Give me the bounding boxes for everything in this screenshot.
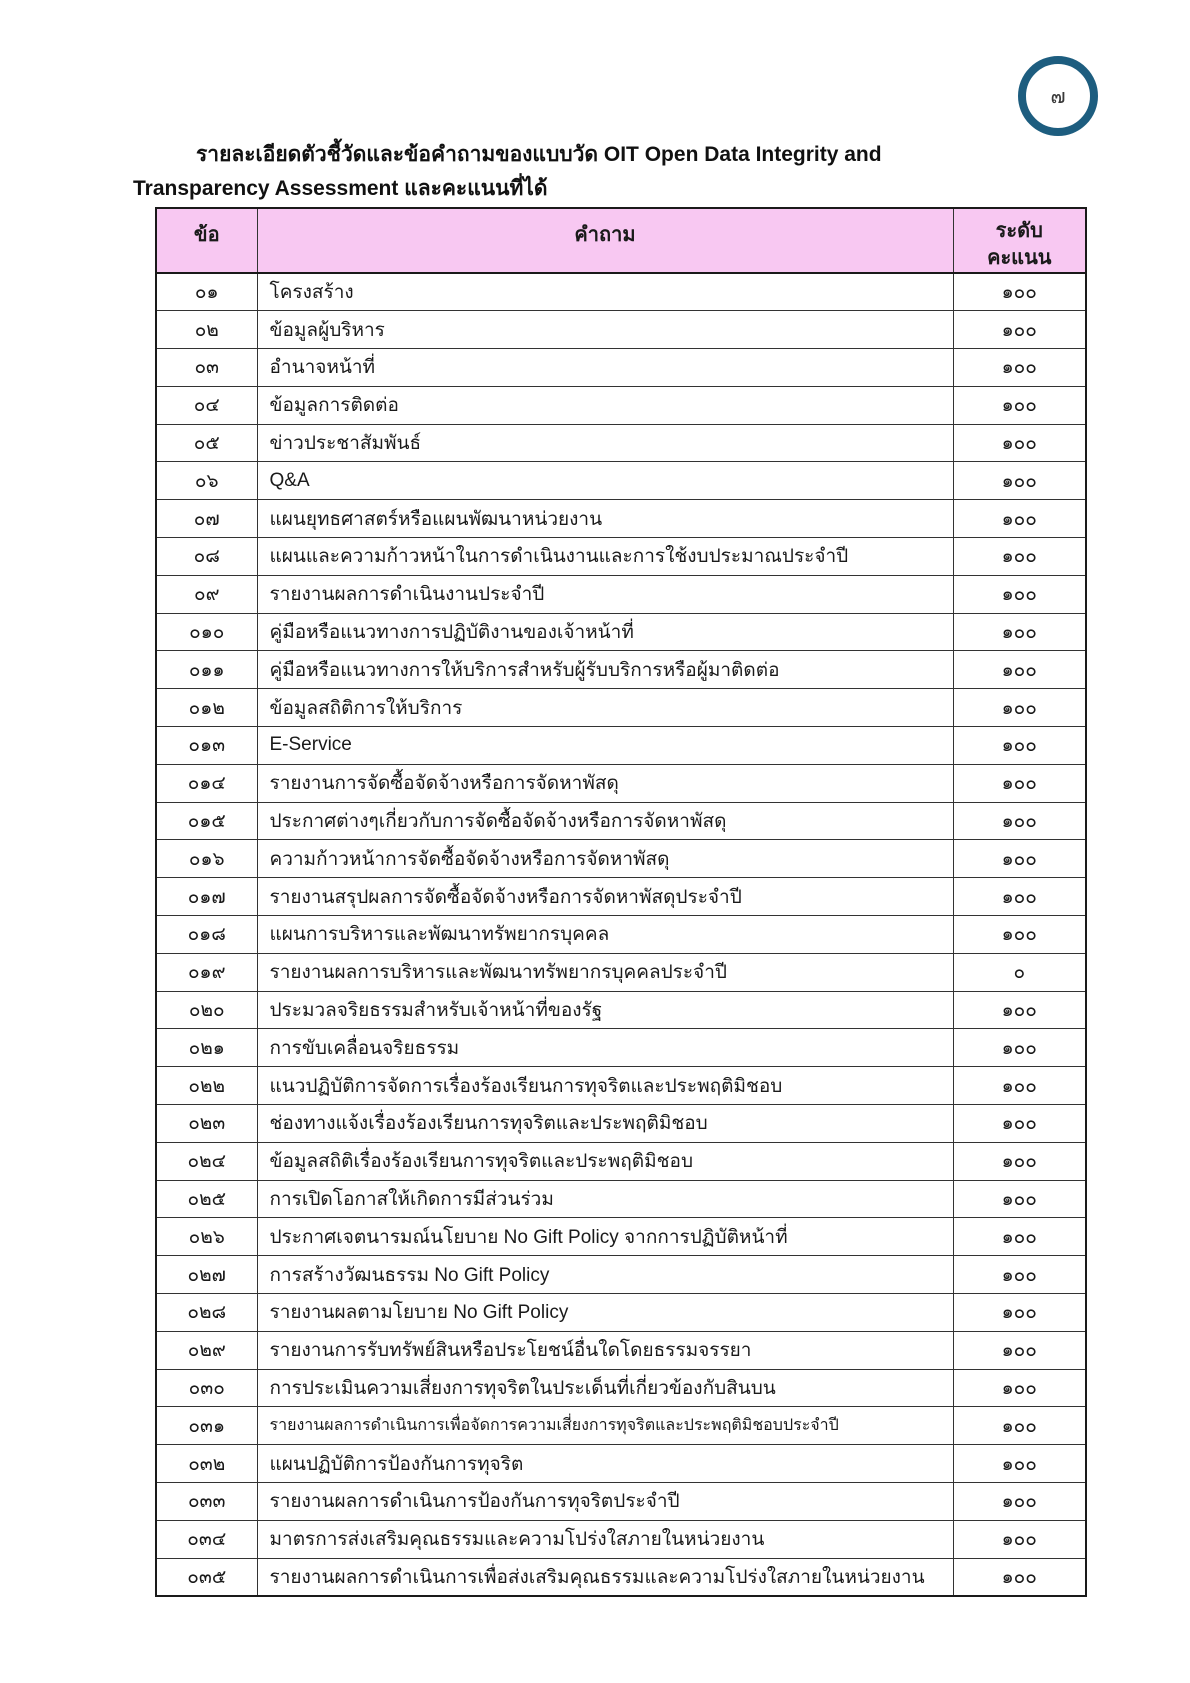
column-header-score (953, 208, 1086, 273)
row-score: ๑๐๐ (953, 538, 1086, 576)
row-question: รายงานผลตามโยบาย No Gift Policy (257, 1294, 953, 1332)
row-score: ๑๐๐ (953, 764, 1086, 802)
row-item-number: ๐๓ (156, 349, 257, 387)
row-question: โครงสร้าง (257, 273, 953, 311)
table-row (156, 1520, 1086, 1558)
column-header-score-line2: คะแนน (987, 247, 1052, 269)
table-row (156, 1105, 1086, 1143)
table-row (156, 1483, 1086, 1521)
table-row (156, 651, 1086, 689)
row-item-number: ๐๒๔ (156, 1142, 257, 1180)
row-score: ๑๐๐ (953, 1407, 1086, 1445)
row-question: รายงานสรุปผลการจัดซื้อจัดจ้างหรือการจัดหาพัสดุประจำปี (257, 878, 953, 916)
row-item-number: ๐๒๘ (156, 1294, 257, 1332)
table-row (156, 1067, 1086, 1105)
row-score: ๑๐๐ (953, 1067, 1086, 1105)
table-body (156, 273, 1086, 1596)
row-item-number: ๐๙ (156, 575, 257, 613)
row-item-number: ๐๔ (156, 386, 257, 424)
table-row (156, 1142, 1086, 1180)
row-item-number: ๐๖ (156, 462, 257, 500)
table-row (156, 424, 1086, 462)
row-score: ๑๐๐ (953, 878, 1086, 916)
page-title: รายละเอียดตัวชี้วัดและข้อคำถามของแบบวัด OIT Open Data Integrity and Transparency Assessment และคะแนนที่ได้ (133, 143, 882, 200)
row-item-number: ๐๒๕ (156, 1180, 257, 1218)
table-row (156, 462, 1086, 500)
row-question: รายงานผลการดำเนินการป้องกันการทุจริตประจำปี (257, 1483, 953, 1521)
row-item-number: ๐๑๓ (156, 727, 257, 765)
row-score: ๑๐๐ (953, 651, 1086, 689)
row-item-number: ๐๑๔ (156, 764, 257, 802)
row-score: ๑๐๐ (953, 1142, 1086, 1180)
row-score: ๑๐๐ (953, 575, 1086, 613)
row-question: คู่มือหรือแนวทางการปฏิบัติงานของเจ้าหน้าที่ (257, 613, 953, 651)
table-row (156, 311, 1086, 349)
table-row (156, 1558, 1086, 1596)
table-row (156, 1218, 1086, 1256)
row-question: รายงานผลการดำเนินการเพื่อจัดการความเสี่ยงการทุจริตและประพฤติมิชอบประจำปี (257, 1407, 953, 1445)
table-row (156, 727, 1086, 765)
row-score: ๑๐๐ (953, 500, 1086, 538)
row-item-number: ๐๓๑ (156, 1407, 257, 1445)
table-row (156, 802, 1086, 840)
row-item-number: ๐๘ (156, 538, 257, 576)
row-question: แนวปฏิบัติการจัดการเรื่องร้องเรียนการทุจริตและประพฤติมิชอบ (257, 1067, 953, 1105)
row-score: ๑๐๐ (953, 462, 1086, 500)
row-score: ๑๐๐ (953, 1558, 1086, 1596)
row-item-number: ๐๓๕ (156, 1558, 257, 1596)
table-row (156, 273, 1086, 311)
row-item-number: ๐๑๑ (156, 651, 257, 689)
oit-assessment-table (155, 207, 1087, 1597)
column-header-question: คำถาม (257, 208, 953, 273)
row-score: ๑๐๐ (953, 613, 1086, 651)
row-score: ๑๐๐ (953, 1520, 1086, 1558)
row-question: ช่องทางแจ้งเรื่องร้องเรียนการทุจริตและประพฤติมิชอบ (257, 1105, 953, 1143)
row-item-number: ๐๓๒ (156, 1445, 257, 1483)
page-number-badge (1018, 56, 1098, 136)
table-row (156, 689, 1086, 727)
row-score: ๑๐๐ (953, 424, 1086, 462)
table-row (156, 1294, 1086, 1332)
row-question: การเปิดโอกาสให้เกิดการมีส่วนร่วม (257, 1180, 953, 1218)
row-item-number: ๐๑๘ (156, 916, 257, 954)
row-question: ประกาศเจตนารมณ์นโยบาย No Gift Policy จากการปฏิบัติหน้าที่ (257, 1218, 953, 1256)
row-question: รายงานการรับทรัพย์สินหรือประโยชน์อื่นใดโดยธรรมจรรยา (257, 1331, 953, 1369)
row-score: ๑๐๐ (953, 1256, 1086, 1294)
row-question: ข้อมูลการติดต่อ (257, 386, 953, 424)
table-row (156, 1029, 1086, 1067)
row-question: การสร้างวัฒนธรรม No Gift Policy (257, 1256, 953, 1294)
row-item-number: ๐๓๐ (156, 1369, 257, 1407)
row-item-number: ๐๓๔ (156, 1520, 257, 1558)
table-row (156, 613, 1086, 651)
row-question: รายงานผลการดำเนินงานประจำปี (257, 575, 953, 613)
table-header-row (156, 208, 1086, 273)
row-question: การขับเคลื่อนจริยธรรม (257, 1029, 953, 1067)
row-item-number: ๐๓๓ (156, 1483, 257, 1521)
row-question: คู่มือหรือแนวทางการให้บริการสำหรับผู้รับบริการหรือผู้มาติดต่อ (257, 651, 953, 689)
table-row (156, 878, 1086, 916)
row-item-number: ๐๒๐ (156, 991, 257, 1029)
row-question: มาตรการส่งเสริมคุณธรรมและความโปร่งใสภายในหน่วยงาน (257, 1520, 953, 1558)
row-item-number: ๐๑๗ (156, 878, 257, 916)
row-question: ประกาศต่างๆเกี่ยวกับการจัดซื้อจัดจ้างหรือการจัดหาพัสดุ (257, 802, 953, 840)
row-question: การประเมินความเสี่ยงการทุจริตในประเด็นที่เกี่ยวข้องกับสินบน (257, 1369, 953, 1407)
column-header-item: ข้อ (156, 208, 257, 273)
row-question: E-Service (257, 727, 953, 765)
row-score: ๑๐๐ (953, 1294, 1086, 1332)
row-question: ข้อมูลผู้บริหาร (257, 311, 953, 349)
row-item-number: ๐๑ (156, 273, 257, 311)
row-score: ๑๐๐ (953, 386, 1086, 424)
row-score: ๑๐๐ (953, 802, 1086, 840)
row-question: ข้อมูลสถิติเรื่องร้องเรียนการทุจริตและประพฤติมิชอบ (257, 1142, 953, 1180)
table-row (156, 349, 1086, 387)
row-question: ประมวลจริยธรรมสำหรับเจ้าหน้าที่ของรัฐ (257, 991, 953, 1029)
table-row (156, 916, 1086, 954)
table-row (156, 764, 1086, 802)
row-question: อำนาจหน้าที่ (257, 349, 953, 387)
row-score: ๑๐๐ (953, 1105, 1086, 1143)
row-item-number: ๐๒๗ (156, 1256, 257, 1294)
row-question: ข่าวประชาสัมพันธ์ (257, 424, 953, 462)
table-row (156, 1256, 1086, 1294)
row-score: ๑๐๐ (953, 991, 1086, 1029)
row-question: รายงานการจัดซื้อจัดจ้างหรือการจัดหาพัสดุ (257, 764, 953, 802)
row-item-number: ๐๑๙ (156, 953, 257, 991)
table-row (156, 1331, 1086, 1369)
table-row (156, 991, 1086, 1029)
table-row (156, 1445, 1086, 1483)
table-row (156, 500, 1086, 538)
table-row (156, 575, 1086, 613)
row-item-number: ๐๑๖ (156, 840, 257, 878)
table-row (156, 1180, 1086, 1218)
row-score: ๐ (953, 953, 1086, 991)
row-item-number: ๐๒๙ (156, 1331, 257, 1369)
row-item-number: ๐๑๒ (156, 689, 257, 727)
row-score: ๑๐๐ (953, 916, 1086, 954)
row-question: แผนการบริหารและพัฒนาทรัพยากรบุคคล (257, 916, 953, 954)
row-score: ๑๐๐ (953, 1029, 1086, 1067)
row-item-number: ๐๕ (156, 424, 257, 462)
row-item-number: ๐๑๕ (156, 802, 257, 840)
row-question: ความก้าวหน้าการจัดซื้อจัดจ้างหรือการจัดหาพัสดุ (257, 840, 953, 878)
row-question: ข้อมูลสถิติการให้บริการ (257, 689, 953, 727)
row-item-number: ๐๗ (156, 500, 257, 538)
row-item-number: ๐๒๑ (156, 1029, 257, 1067)
row-item-number: ๐๑๐ (156, 613, 257, 651)
row-score: ๑๐๐ (953, 1218, 1086, 1256)
row-score: ๑๐๐ (953, 273, 1086, 311)
row-question: รายงานผลการบริหารและพัฒนาทรัพยากรบุคคลประจำปี (257, 953, 953, 991)
table-row (156, 1369, 1086, 1407)
table-row (156, 386, 1086, 424)
row-score: ๑๐๐ (953, 727, 1086, 765)
table-row (156, 840, 1086, 878)
row-question: รายงานผลการดำเนินการเพื่อส่งเสริมคุณธรรมและความโปร่งใสภายในหน่วยงาน (257, 1558, 953, 1596)
row-score: ๑๐๐ (953, 349, 1086, 387)
row-score: ๑๐๐ (953, 689, 1086, 727)
column-header-score-line1: ระดับ (995, 220, 1043, 242)
row-question: แผนและความก้าวหน้าในการดำเนินงานและการใช้งบประมาณประจำปี (257, 538, 953, 576)
row-question: Q&A (257, 462, 953, 500)
row-score: ๑๐๐ (953, 1180, 1086, 1218)
row-score: ๑๐๐ (953, 1483, 1086, 1521)
row-item-number: ๐๒๓ (156, 1105, 257, 1143)
row-item-number: ๐๒๖ (156, 1218, 257, 1256)
row-question: แผนปฏิบัติการป้องกันการทุจริต (257, 1445, 953, 1483)
row-question: แผนยุทธศาสตร์หรือแผนพัฒนาหน่วยงาน (257, 500, 953, 538)
row-item-number: ๐๒ (156, 311, 257, 349)
row-score: ๑๐๐ (953, 1369, 1086, 1407)
row-score: ๑๐๐ (953, 1445, 1086, 1483)
table-row (156, 953, 1086, 991)
row-score: ๑๐๐ (953, 1331, 1086, 1369)
row-score: ๑๐๐ (953, 311, 1086, 349)
table-row (156, 1407, 1086, 1445)
row-score: ๑๐๐ (953, 840, 1086, 878)
row-item-number: ๐๒๒ (156, 1067, 257, 1105)
page-number: ๗ (1050, 86, 1066, 108)
table-row (156, 538, 1086, 576)
